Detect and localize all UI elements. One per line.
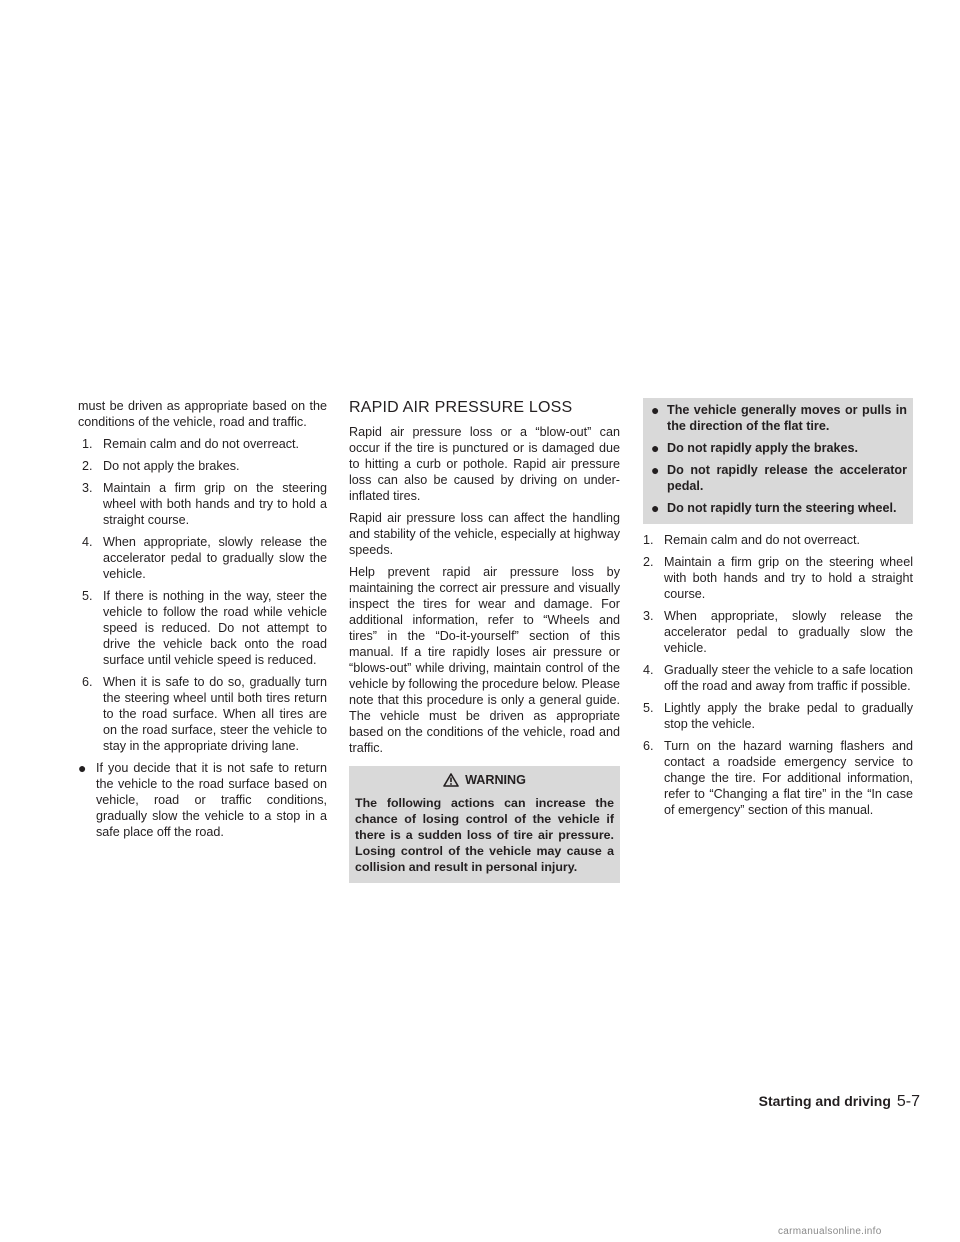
paragraph: Help prevent rapid air pressure loss by maintaining the correct air pressure and visually inspect the tires for wear and damage. For additional information, refer to “Wheels and tires” in the “Do-it-yourself” section of this manual. If a tire rapidly loses air pressure or “blows-out” while driving, maintain control of the vehicle by following the procedure below. Please note that this procedure is only a general guide. The vehicle must be driven as appropriate based on the conditions of the vehicle, road and traffic. [349,565,620,755]
caution-bullets-box [643,398,913,524]
bullet-icon: ● [78,760,87,776]
paragraph: Rapid air pressure loss or a “blow-out” can occur if the tire is punctured or is damaged due to hitting a curb or pothole. Rapid air pressure loss can also be caused by driving on under-inflated tires. [349,425,620,503]
list-item: 1. Remain calm and do not overreact. [643,533,861,547]
list-item: 6. Turn on the hazard warning flashers and contact a roadside emergency service to change the tire. For additional information, refer to “Changing a flat tire” in the “In case of emergency” section of this manual. [643,739,913,817]
list-item: 4. When appropriate, slowly release the accelerator pedal to gradually slow the vehicle. [82,535,327,581]
list-item: 3. Maintain a firm grip on the steering wheel with both hands and try to hold a straight course. [82,481,327,527]
list-item: ● Do not rapidly release the accelerator pedal. [651,462,907,493]
warning-box [349,766,620,883]
middle-column [349,398,620,883]
section-heading: RAPID AIR PRESSURE LOSS [349,399,573,416]
list-item: ● Do not rapidly turn the steering wheel. [651,500,897,516]
warning-triangle-icon [443,773,459,787]
right-steps-list [643,532,913,818]
page-number: 5-7 [896,1093,920,1110]
footer-section-title: Starting and driving [758,1093,891,1109]
list-item: 1. Remain calm and do not overreact. [82,437,300,451]
bullet-icon: ● [651,440,660,456]
right-column [643,398,913,824]
list-item: 4. Gradually steer the vehicle to a safe location off the road and away from traffic if possible. [643,663,913,693]
list-item: ● Do not rapidly apply the brakes. [651,440,859,456]
list-item: ● The vehicle generally moves or pulls in the direction of the flat tire. [651,402,907,433]
left-column [78,398,327,846]
list-item: 5. If there is nothing in the way, steer the vehicle to follow the road while vehicle speed is reduced. Do not attempt to drive the vehicle back onto the road surface until vehicle speed is reduced. [82,589,327,667]
warning-text: The following actions can increase the chance of losing control of the vehicle if there is a sudden loss of tire air pressure. Losing control of the vehicle may cause a collision and result in personal injury. [355,796,614,874]
bullet-icon: ● [651,500,660,516]
bullet-icon: ● [651,402,660,418]
intro-paragraph: must be driven as appropriate based on the conditions of the vehicle, road and traffic. [78,399,327,429]
watermark: carmanualsonline.info [778,1226,882,1237]
list-item: 3. When appropriate, slowly release the accelerator pedal to gradually slow the vehicle. [643,609,913,655]
left-steps-list [78,436,327,754]
list-item: 2. Maintain a firm grip on the steering wheel with both hands and try to hold a straight course. [643,555,913,601]
warning-header [355,772,614,788]
left-bullet: ● If you decide that it is not safe to return the vehicle to the road surface based on vehicle, road or traffic conditions, gradually slow the vehicle to a stop in a safe place off the road. [78,760,327,839]
list-item: 2. Do not apply the brakes. [82,459,240,473]
bullet-icon: ● [651,462,660,478]
list-item: 6. When it is safe to do so, gradually turn the steering wheel until both tires return to the road surface. When all tires are on the road surface, steer the vehicle to stay in the appropriate driving lane. [82,675,327,753]
paragraph: Rapid air pressure loss can affect the handling and stability of the vehicle, especially at highway speeds. [349,511,620,557]
page-footer [759,1093,920,1111]
list-item: 5. Lightly apply the brake pedal to gradually stop the vehicle. [643,701,913,731]
warning-label: WARNING [465,773,526,787]
